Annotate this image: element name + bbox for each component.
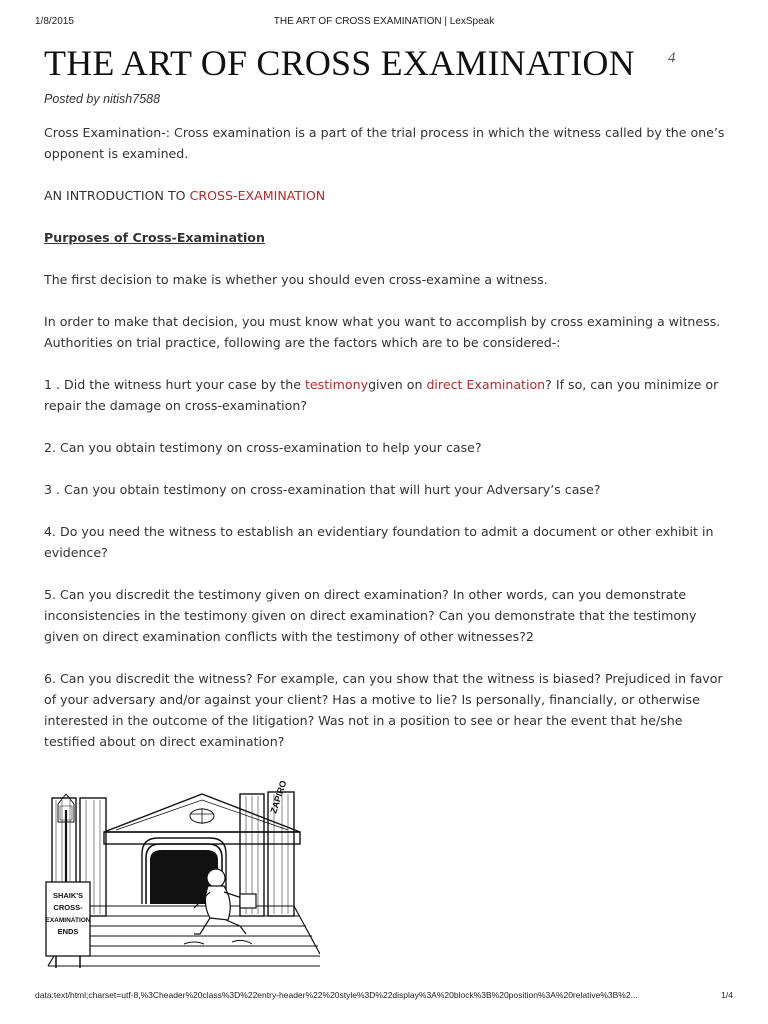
- factor-1-text-c: ? If so, can you minimize or repair the damage on cross-examination?: [44, 377, 719, 413]
- sign-line-4: ENDS: [57, 927, 79, 936]
- print-url: data:text/html;charset=utf-8,%3Cheader%20class%3D%22entry-header%22%20style%3D%22display%3A%20block%3B%20position%3A%20relative%3B%2...: [35, 990, 638, 1000]
- sign-line-1: SHAIK'S: [52, 891, 84, 900]
- posted-by-label: Posted by: [44, 92, 104, 106]
- print-footer: [35, 990, 733, 1004]
- factor-1: [44, 374, 734, 416]
- direct-examination-link[interactable]: direct Examination: [426, 377, 546, 392]
- print-header: [35, 16, 733, 30]
- factor-4: 4. Do you need the witness to establish an evidentiary foundation to admit a document or other exhibit in evidence?: [44, 524, 714, 560]
- factor-2: 2. Can you obtain testimony on cross-examination to help your case?: [44, 440, 482, 455]
- page-number: 1/4: [721, 990, 733, 1000]
- factor-6: 6. Can you discredit the witness? For example, can you show that the witness is biased? Prejudiced in favor of your adversary and/or against your client? Has a motive to lie? Is personally, financially, or otherwise interested in the outcome of the litigation? Was not in a position to see or hear the event that he/she testified about on direct examination?: [44, 671, 723, 749]
- paragraph-introduction-line: [44, 185, 734, 206]
- article-title: THE ART OF CROSS EXAMINATION: [44, 43, 635, 83]
- courthouse-cartoon-drawing: [44, 774, 320, 970]
- article-body: [44, 122, 734, 773]
- comment-count[interactable]: 4: [668, 50, 676, 66]
- print-date: 1/8/2015: [35, 16, 74, 27]
- print-page-title: THE ART OF CROSS EXAMINATION | LexSpeak: [273, 16, 495, 27]
- testimony-link[interactable]: testimony: [304, 377, 369, 392]
- sign-line-3: EXAMINATION: [45, 917, 91, 924]
- artist-signature: ZAPIRO: [268, 779, 289, 815]
- factor-1-text-a: 1 . Did the witness hurt your case by the: [44, 377, 305, 392]
- factor-3: 3 . Can you obtain testimony on cross-examination that will hurt your Adversary’s case?: [44, 482, 601, 497]
- factor-1-text-b: given on: [368, 377, 427, 392]
- introduction-prefix: AN INTRODUCTION TO: [44, 188, 190, 203]
- paragraph-intro: Cross Examination-: Cross examination is a part of the trial process in which the witness called by the one’s opponent is examined.: [44, 125, 725, 161]
- factor-5: 5. Can you discredit the testimony given on direct examination? In other words, can you demonstrate inconsistencies in the testimony given on direct examination? Can you demonstrate that the testimony given on direct examination conflicts with the testimony of other witnesses?2: [44, 587, 697, 644]
- paragraph-order: In order to make that decision, you must know what you want to accomplish by cross examining a witness. Authorities on trial practice, following are the factors which are to be considered-:: [44, 314, 721, 350]
- cartoon-image: [44, 774, 320, 970]
- posted-by: [44, 92, 160, 106]
- author-link[interactable]: nitish7588: [103, 92, 161, 106]
- cross-examination-link[interactable]: CROSS-EXAMINATION: [189, 188, 326, 203]
- sign-line-2: CROSS-: [53, 903, 83, 912]
- paragraph-decision: The first decision to make is whether you should even cross-examine a witness.: [44, 272, 548, 287]
- section-heading: Purposes of Cross-Examination: [44, 230, 265, 245]
